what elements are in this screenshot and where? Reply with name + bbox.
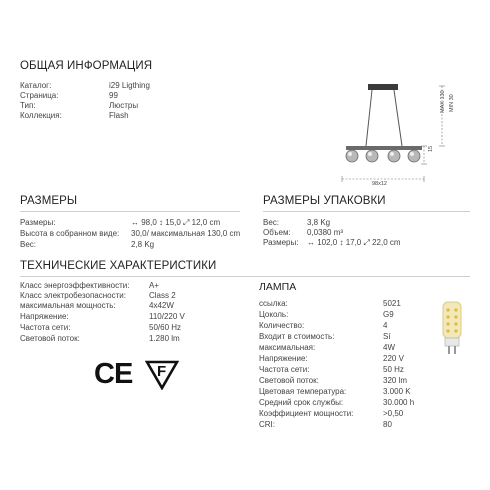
dim-max-label: MAX 130 <box>440 90 446 113</box>
dim-depth-label: 15 <box>428 145 434 152</box>
lamp-title: ЛАМПА <box>259 281 297 293</box>
general-table: Каталог: i29 Ligthing Страница: 99 Тип: Люстры Коллекция: Flash <box>20 81 150 120</box>
lamp-bar <box>346 146 422 150</box>
divider <box>263 211 470 212</box>
g9-bulb-image <box>437 300 467 356</box>
f-letter: F <box>157 363 167 380</box>
divider <box>20 211 240 212</box>
ce-mark: CE <box>94 358 133 390</box>
dim-width-label: 98x12 <box>372 181 387 187</box>
sizes-table: Размеры: ↔ 98,0 ↕ 15,0 ⤢ 12,0 cm Высота в собранном виде: 30,0/ максимальная 130,0 cm Вес: 2,8 Kg <box>20 218 241 249</box>
f-mark <box>145 360 179 390</box>
divider <box>20 276 470 277</box>
tech-table: Класс энергоэффективности: A+ Класс электробезопасности: Class 2 максимальная мощность: 4x42W Напряжение: 110/220 V Частота сети: 50/60 Hz Световой поток: 1.280 lm <box>20 281 185 343</box>
tech-title: ТЕХНИЧЕСКИЕ ХАРАКТЕРИСТИКИ <box>20 260 217 272</box>
canopy <box>368 84 398 90</box>
glass-globes <box>346 150 420 162</box>
general-title: ОБЩАЯ ИНФОРМАЦИЯ <box>20 60 153 72</box>
lamp-table: ссылка: 5021 Цоколь: G9 Количество: 4 Входит в стоимость: Sí максимальная: 4W Напряжение: 220 V Частота сети: 50 Hz Световой поток: 320 lm Цветовая температура: 3.000 K Средний срок службы: 30.000 h Коэффициент мощности: >0,50 CRI: 80 <box>259 299 415 429</box>
sizes-title: РАЗМЕРЫ <box>20 195 78 207</box>
package-title: РАЗМЕРЫ УПАКОВКИ <box>263 195 386 207</box>
dim-min-label: MIN 30 <box>449 94 455 112</box>
package-table: Вес: 3,8 Kg Объем: 0,0380 m³ Размеры: ↔ 102,0 ↕ 17,0 ⤢ 22,0 cm <box>263 218 401 247</box>
